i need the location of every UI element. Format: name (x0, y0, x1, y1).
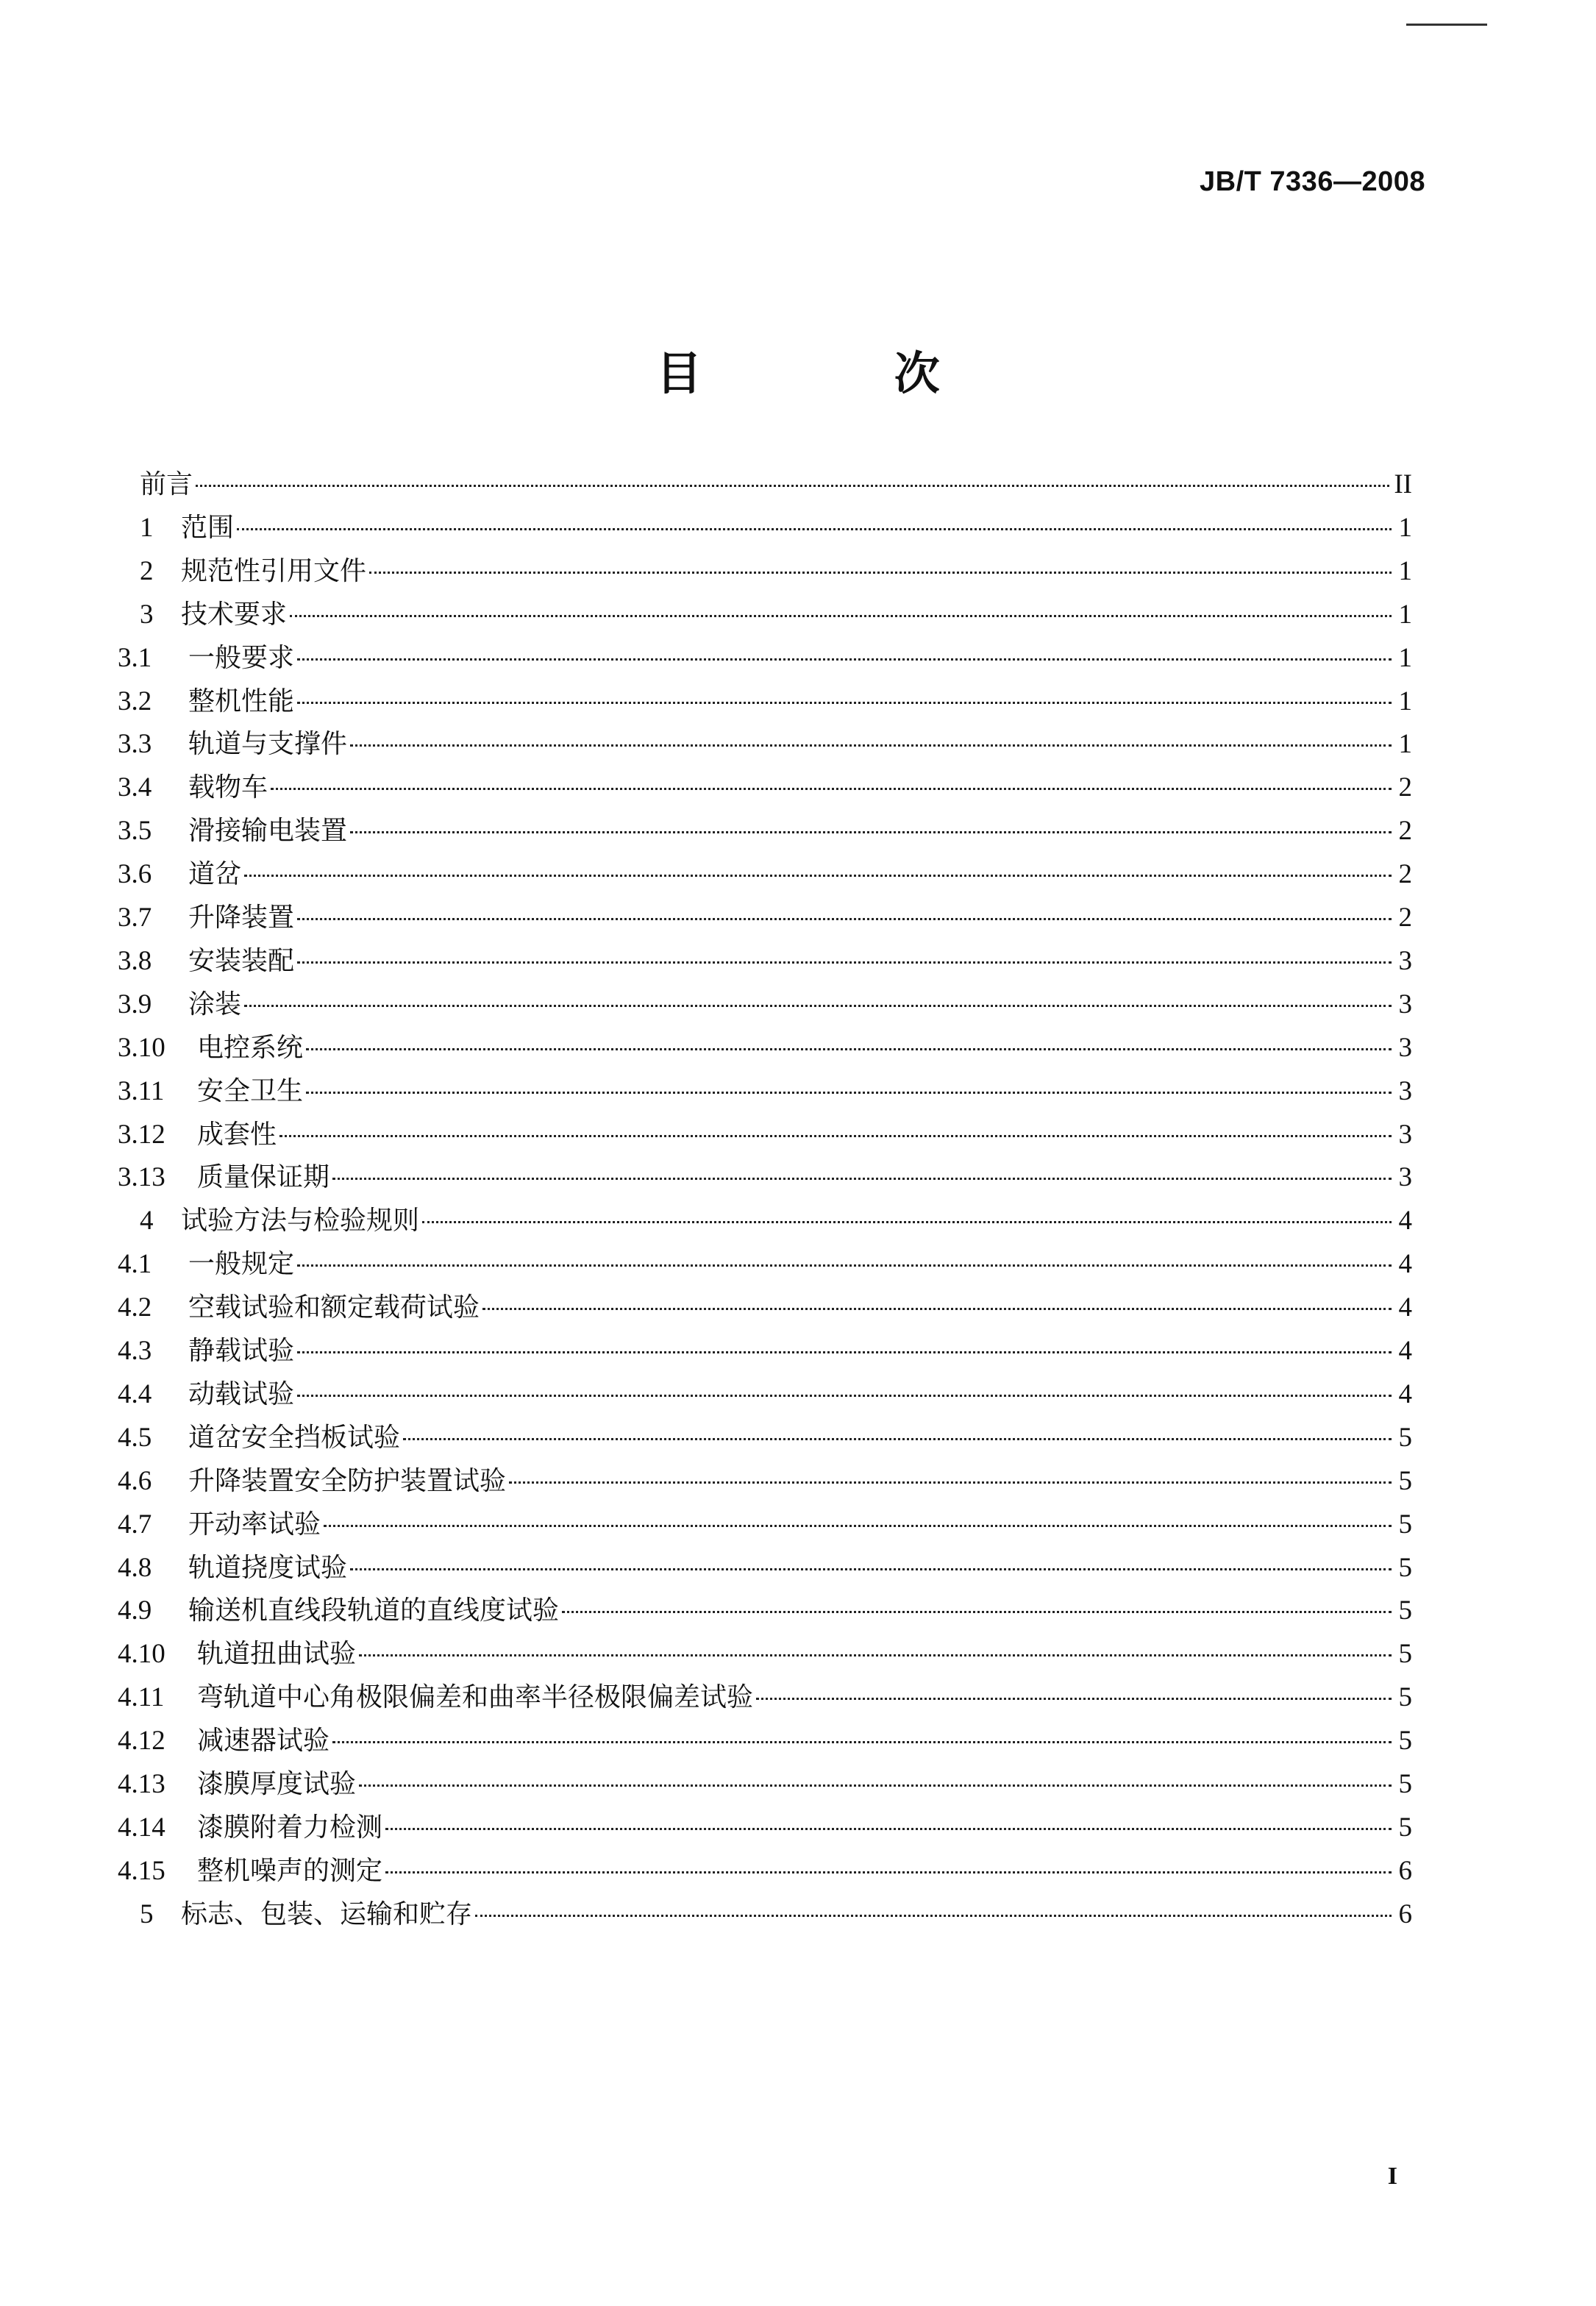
toc-entry-title: 整机噪声的测定 (197, 1855, 383, 1886)
toc-entry (118, 723, 1412, 766)
toc-dot-leader (422, 1221, 1392, 1223)
toc-dot-leader (297, 961, 1392, 964)
toc-entry (118, 1720, 1412, 1762)
toc-entry-page: 3 (1398, 1032, 1412, 1063)
toc-entry-title: 轨道挠度试验 (188, 1552, 348, 1583)
toc-entry-title: 涂装 (188, 989, 242, 1019)
toc-entry-title: 静载试验 (188, 1336, 295, 1366)
toc-entry-title: 载物车 (188, 772, 268, 803)
toc-entry-number: 4 (140, 1206, 154, 1236)
toc-entry (118, 1373, 1412, 1416)
toc-entry (118, 1156, 1412, 1199)
toc-dot-leader (350, 831, 1392, 833)
toc-entry-number: 3.13 (118, 1162, 165, 1193)
toc-entry-title: 技术要求 (181, 599, 288, 630)
toc-dot-leader (385, 1828, 1392, 1830)
toc-entry (118, 680, 1412, 723)
toc-entry-title: 输送机直线段轨道的直线度试验 (188, 1595, 560, 1626)
toc-entry (118, 1547, 1412, 1590)
toc-dot-leader (290, 615, 1392, 617)
toc-dot-leader (279, 1135, 1392, 1137)
toc-entry (140, 550, 1412, 593)
toc-entry (118, 1330, 1412, 1373)
toc-entry-page: 4 (1398, 1249, 1412, 1280)
toc-entry-number: 3.7 (118, 903, 152, 933)
toc-entry-number: 4.9 (118, 1595, 152, 1626)
toc-entry (118, 1763, 1412, 1806)
toc-dot-leader (244, 1005, 1392, 1007)
toc-dot-leader (297, 1395, 1392, 1397)
toc-entry-title: 滑接输电装置 (188, 816, 348, 847)
toc-entry-page: 2 (1398, 772, 1412, 803)
toc-entry (118, 1633, 1412, 1676)
toc-entry-title: 漆膜附着力检测 (197, 1812, 383, 1843)
toc-entry (118, 940, 1412, 983)
toc-entry-page: 5 (1398, 1465, 1412, 1496)
toc-dot-leader (359, 1784, 1392, 1787)
toc-entry-page: 5 (1398, 1769, 1412, 1799)
toc-entry-number: 4.12 (118, 1726, 165, 1757)
toc-entry-number: 3 (140, 599, 154, 630)
toc-entry-number: 3.10 (118, 1032, 165, 1063)
toc-entry-page: 1 (1398, 599, 1412, 630)
toc-entry-title: 成套性 (197, 1119, 277, 1150)
toc-entry (118, 1070, 1412, 1113)
toc-dot-leader (297, 1264, 1392, 1267)
toc-entry-page: 1 (1398, 729, 1412, 760)
toc-dot-leader (297, 702, 1392, 704)
toc-entry-page: 3 (1398, 1162, 1412, 1193)
toc-entry (118, 1676, 1412, 1719)
toc-entry-page: 1 (1398, 555, 1412, 586)
toc-entry-title: 道岔安全挡板试验 (188, 1422, 401, 1453)
toc-entry-page: 1 (1398, 512, 1412, 543)
toc-dot-leader (332, 1178, 1392, 1180)
toc-dot-leader (271, 788, 1392, 790)
toc-entry (118, 1027, 1412, 1070)
toc-entry-page: 6 (1398, 1898, 1412, 1929)
toc-entry-page: 6 (1398, 1855, 1412, 1886)
toc-entry (118, 897, 1412, 939)
toc-entry-page: 5 (1398, 1422, 1412, 1453)
toc-entry-title: 轨道扭曲试验 (197, 1639, 357, 1670)
toc-entry (118, 1287, 1412, 1329)
toc-entry-page: 1 (1398, 642, 1412, 673)
toc-entry-number: 3.3 (118, 729, 152, 760)
toc-entry-title: 规范性引用文件 (181, 555, 367, 586)
toc-entry-title: 减速器试验 (197, 1726, 330, 1757)
toc-entry-number: 4.11 (118, 1682, 165, 1713)
toc-entry-page: II (1394, 469, 1412, 499)
toc-entry-title: 升降装置安全防护装置试验 (188, 1465, 507, 1496)
toc-entry-title: 动载试验 (188, 1378, 295, 1409)
toc-entry-number: 3.12 (118, 1119, 165, 1150)
toc-entry (118, 853, 1412, 896)
toc-entry-number: 3.11 (118, 1075, 165, 1106)
toc-dot-leader (350, 744, 1392, 747)
top-rule (1406, 24, 1487, 26)
toc-entry-title: 前言 (140, 469, 193, 499)
toc-entry (140, 594, 1412, 636)
toc-entry (118, 766, 1412, 809)
toc-entry-page: 5 (1398, 1682, 1412, 1713)
toc-entry (118, 1850, 1412, 1893)
toc-entry-title: 试验方法与检验规则 (181, 1206, 420, 1236)
toc-entry (140, 1200, 1412, 1242)
toc-entry-number: 3.1 (118, 642, 152, 673)
toc-dot-leader (509, 1481, 1392, 1484)
toc-entry-page: 5 (1398, 1639, 1412, 1670)
toc-dot-leader (403, 1438, 1392, 1440)
toc-entry (140, 463, 1412, 506)
toc-dot-leader (369, 572, 1392, 574)
toc-dot-leader (237, 528, 1392, 530)
toc-title: 目 次 (656, 346, 1028, 400)
toc-dot-leader (297, 918, 1392, 920)
toc-entry-page: 4 (1398, 1292, 1412, 1323)
toc-dot-leader (306, 1092, 1392, 1094)
toc-entry-page: 5 (1398, 1812, 1412, 1843)
toc-entry (118, 1460, 1412, 1503)
toc-entry-number: 3.6 (118, 859, 152, 890)
toc-entry-number: 3.8 (118, 945, 152, 976)
toc-entry-number: 4.4 (118, 1378, 152, 1409)
toc-entry (140, 507, 1412, 549)
toc-entry (118, 1114, 1412, 1156)
toc-dot-leader (350, 1568, 1392, 1570)
toc-entry-number: 5 (140, 1898, 154, 1929)
toc-entry-number: 3.9 (118, 989, 152, 1019)
toc-entry-page: 4 (1398, 1378, 1412, 1409)
toc-entry (118, 1503, 1412, 1546)
toc-entry-number: 4.6 (118, 1465, 152, 1496)
toc-dot-leader (244, 875, 1392, 877)
toc-entry-page: 5 (1398, 1509, 1412, 1540)
toc-dot-leader (482, 1308, 1392, 1310)
toc-entry-page: 5 (1398, 1595, 1412, 1626)
page-number: I (1387, 2163, 1397, 2190)
toc-entry-title: 安全卫生 (197, 1075, 304, 1106)
toc-entry-number: 4.1 (118, 1249, 152, 1280)
toc-dot-leader (196, 485, 1389, 487)
toc-dot-leader (475, 1915, 1392, 1917)
toc-entry-title: 漆膜厚度试验 (197, 1769, 357, 1799)
toc-entry-number: 4.2 (118, 1292, 152, 1323)
toc-entry-number: 2 (140, 555, 154, 586)
toc-entry-number: 4.15 (118, 1855, 165, 1886)
toc-entry (118, 810, 1412, 853)
toc-entry-page: 3 (1398, 1119, 1412, 1150)
toc-entry-number: 4.13 (118, 1769, 165, 1799)
toc-entry-title: 质量保证期 (197, 1162, 330, 1193)
toc-entry-title: 道岔 (188, 859, 242, 890)
toc-dot-leader (306, 1048, 1392, 1050)
toc-dot-leader (562, 1611, 1392, 1613)
toc-entry (140, 1893, 1412, 1936)
standard-code: JB/T 7336—2008 (1200, 166, 1425, 197)
toc-entry-number: 4.14 (118, 1812, 165, 1843)
toc-entry-number: 4.8 (118, 1552, 152, 1583)
toc-entry-title: 范围 (181, 512, 235, 543)
toc-dot-leader (756, 1698, 1392, 1700)
toc-entry-page: 4 (1398, 1206, 1412, 1236)
toc-entry-title: 弯轨道中心角极限偏差和曲率半径极限偏差试验 (197, 1682, 754, 1713)
toc-entry-title: 空载试验和额定载荷试验 (188, 1292, 480, 1323)
toc-entry (118, 1417, 1412, 1459)
toc-entry-title: 安装装配 (188, 945, 295, 976)
toc-entry-number: 1 (140, 512, 154, 543)
toc-entry (118, 637, 1412, 680)
toc-entry-number: 4.5 (118, 1422, 152, 1453)
toc-entry-page: 3 (1398, 1075, 1412, 1106)
toc-entry-number: 3.5 (118, 816, 152, 847)
toc-entry-page: 2 (1398, 816, 1412, 847)
toc-dot-leader (332, 1741, 1392, 1743)
toc-entry-title: 一般要求 (188, 642, 295, 673)
toc-entry-number: 3.2 (118, 686, 152, 716)
toc-entry-number: 3.4 (118, 772, 152, 803)
toc-entry-title: 开动率试验 (188, 1509, 321, 1540)
toc-entry-title: 一般规定 (188, 1249, 295, 1280)
toc-entry-number: 4.10 (118, 1639, 165, 1670)
toc-entry-page: 4 (1398, 1336, 1412, 1366)
toc-entry-title: 电控系统 (197, 1032, 304, 1063)
toc-entry-page: 3 (1398, 989, 1412, 1019)
toc-entry-page: 5 (1398, 1552, 1412, 1583)
toc-entry-page: 2 (1398, 903, 1412, 933)
toc-entry-page: 2 (1398, 859, 1412, 890)
toc-entry-page: 5 (1398, 1726, 1412, 1757)
toc-entry-title: 升降装置 (188, 903, 295, 933)
toc-entry-page: 1 (1398, 686, 1412, 716)
toc-dot-leader (297, 658, 1392, 661)
toc-entry-title: 轨道与支撑件 (188, 729, 348, 760)
toc-entry (118, 1807, 1412, 1849)
toc-entry-title: 整机性能 (188, 686, 295, 716)
toc-entry-page: 3 (1398, 945, 1412, 976)
toc-entry-number: 4.7 (118, 1509, 152, 1540)
toc-dot-leader (297, 1351, 1392, 1353)
toc-entry-title: 标志、包装、运输和贮存 (181, 1898, 473, 1929)
toc-entry-number: 4.3 (118, 1336, 152, 1366)
toc-dot-leader (385, 1871, 1392, 1873)
toc-dot-leader (359, 1654, 1392, 1656)
toc-entry (118, 983, 1412, 1026)
toc-dot-leader (324, 1525, 1392, 1527)
toc-entry (118, 1590, 1412, 1632)
toc-entry (118, 1243, 1412, 1286)
